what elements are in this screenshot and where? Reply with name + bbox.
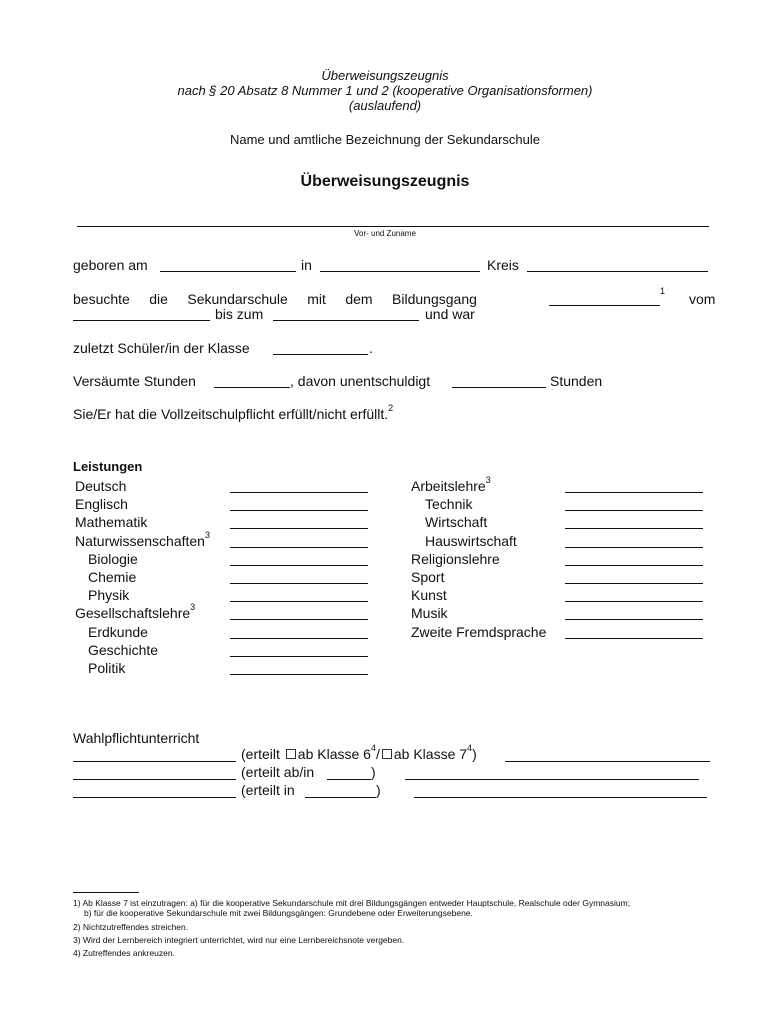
bis-label: bis zum [215,306,264,322]
right-grade-line[interactable] [565,601,703,602]
left-grade-line[interactable] [230,601,368,602]
left-subject-label: Physik [88,587,130,604]
right-subject-label: Musik [411,605,448,622]
right-subject-label: Zweite Fremdsprache [411,623,547,640]
missed-end: Stunden [550,373,603,389]
school-name-label: Name und amtliche Bezeichnung der Sekundarschule [229,132,541,147]
left-grade-line[interactable] [230,583,368,584]
elective-row3-extra-line[interactable] [414,797,707,798]
born-date-line[interactable] [160,271,296,272]
elective-row1-extra-line[interactable] [505,761,710,762]
left-subject-label: Chemie [88,569,137,585]
missed-label: Versäumte Stunden [73,373,196,389]
class-label: zuletzt Schüler/in der Klasse [73,340,250,356]
right-subject-label: Sport [411,569,445,585]
right-subject-label: Arbeitslehre$^3$ [411,475,491,494]
footnote-divider [73,892,139,893]
born-place-line[interactable] [320,271,480,272]
left-subject-label: Mathematik [75,514,148,531]
left-subject-label: Erdkunde [88,623,148,640]
elective-subject3-line[interactable] [73,797,236,798]
elective-row2-label: (erteilt ab/in [241,764,315,780]
footnote-1b: b) für die kooperative Sekundarschule mit zwei Bildungsgängen: Grundebene oder Erweiterungsebene. [84,908,473,918]
left-grade-line[interactable] [230,528,368,529]
footnote-4: 4) Zutreffendes ankreuzen. [73,948,175,958]
elective-row2-extra-line[interactable] [405,779,699,780]
right-subject-label: Kunst [411,587,447,604]
right-subject-label: Wirtschaft [425,514,488,531]
unexcused-hours-line[interactable] [452,387,546,388]
right-subject-label: Religionslehre [411,550,500,567]
grades-heading: Leistungen [73,459,143,474]
left-grade-line[interactable] [230,492,368,493]
left-subject-label: Gesellschaftslehre$^3$ [75,602,196,622]
left-subject-label: Geschichte [88,641,159,658]
to-date-line[interactable] [273,320,419,321]
name-caption: Vor- und Zuname [354,229,416,238]
vom-label: vom [689,291,716,307]
track-line[interactable] [549,305,660,306]
elective-row2-end: ) [371,764,376,780]
elective-row3-label: (erteilt in [241,782,295,798]
elective-subject2-line[interactable] [73,779,236,780]
name-line[interactable] [77,226,709,227]
footnote-1: 1) Ab Klasse 7 ist einzutragen: a) für die kooperative Sekundarschule mit drei Bildungsgängen entweder Hauptschule, Realschule oder Gymnasium; [73,898,631,908]
right-grade-line[interactable] [565,528,703,529]
checkbox-class6[interactable] [286,749,296,759]
left-subject-label: Englisch [75,496,128,513]
compulsory-text: Sie/Er hat die Vollzeitschulpflicht erfüllt/nicht erfüllt.$^2$ [73,403,394,422]
born-in-label: in [301,257,312,273]
visited-sup: 1 [660,286,666,296]
elective-subject1-line[interactable] [73,761,236,762]
born-label: geboren am [73,257,148,273]
elective-row2-class-line[interactable] [327,779,371,780]
left-grade-line[interactable] [230,510,368,511]
class-end: . [369,340,373,356]
footnote-2: 2) Nichtzutreffendes streichen. [73,922,189,932]
footnote-3: 3) Wird der Lernbereich integriert unterrichtet, wird nur eine Lernbereichsnote vergeben. [73,935,405,945]
right-grade-line[interactable] [565,492,703,493]
missed-mid: , davon unentschuldigt [290,373,431,389]
elective-heading: Wahlpflichtunterricht [73,730,200,746]
kreis-line[interactable] [527,271,708,272]
right-grade-line[interactable] [565,583,703,584]
left-grade-line[interactable] [230,547,368,548]
elective-row1-text: (erteilt ab Klasse $6^4/$ ab Klasse $7^4$) [241,743,477,762]
kreis-label: Kreis [487,257,519,273]
elective-row3-end: ) [376,782,381,798]
left-subject-label: Deutsch [75,478,127,494]
header-title-line3: (auslaufend) [348,98,422,113]
und-war-label: und war [425,306,475,322]
missed-hours-line[interactable] [214,387,290,388]
right-grade-line[interactable] [565,510,703,511]
left-grade-line[interactable] [230,619,368,620]
left-grade-line[interactable] [230,674,368,675]
left-subject-label: Politik [88,660,126,676]
right-grade-line[interactable] [565,547,703,548]
main-title: Überweisungszeugnis [300,173,470,190]
right-grade-line[interactable] [565,565,703,566]
checkbox-class7[interactable] [382,749,392,759]
elective-row3-class-line[interactable] [305,797,376,798]
right-grade-line[interactable] [565,638,703,639]
header-title-line2: nach § 20 Absatz 8 Nummer 1 und 2 (kooperative Organisationsformen) [177,83,593,98]
left-grade-line[interactable] [230,656,368,657]
left-subject-label: Naturwissenschaften$^3$ [75,529,210,549]
header-title-line1: Überweisungszeugnis [321,68,449,83]
left-grade-line[interactable] [230,638,368,639]
left-grade-line[interactable] [230,565,368,566]
left-subject-label: Biologie [88,550,138,567]
from-date-line[interactable] [73,320,210,321]
right-subject-label: Technik [425,496,473,513]
class-line[interactable] [273,354,368,355]
right-subject-label: Hauswirtschaft [425,532,517,549]
visited-label: besuchte die Sekundarschule mit dem Bildungsgang [73,291,477,307]
right-grade-line[interactable] [565,619,703,620]
